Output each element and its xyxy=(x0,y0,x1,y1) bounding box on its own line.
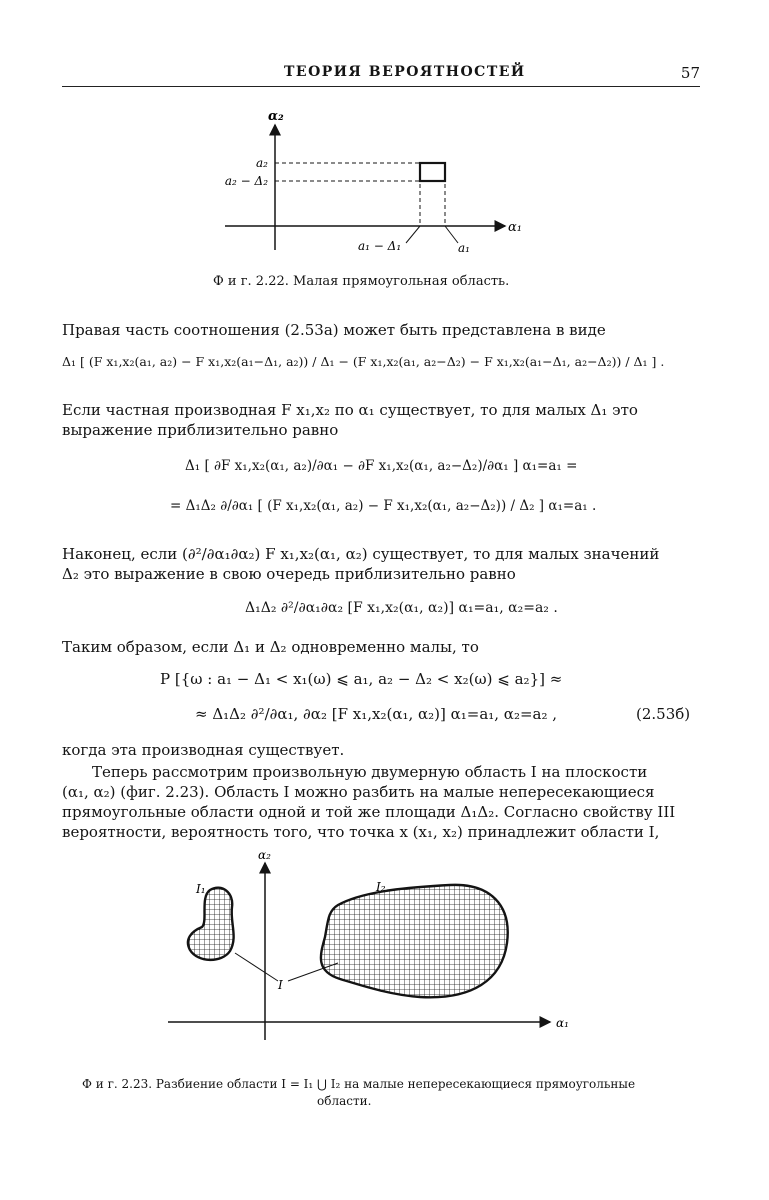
paragraph: прямоугольные области одной и той же площади Δ₁Δ₂. Согласно свойству III xyxy=(62,803,676,821)
figure-region-partition xyxy=(160,845,580,1045)
paragraph: вероятности, вероятность того, что точка x (x₁, x₂) принадлежит области I, xyxy=(62,823,660,841)
equation: P [{ω : a₁ − Δ₁ < x₁(ω) ⩽ a₁, a₂ − Δ₂ < x₂(ω) ⩽ a₂}] ≈ xyxy=(160,670,563,688)
tick-label-a1: a₁ xyxy=(458,241,470,255)
figure-caption: области. xyxy=(317,1094,372,1108)
tick-label-a1-minus-delta1: a₁ − Δ₁ xyxy=(358,239,402,253)
page-header xyxy=(62,64,700,87)
leader-line xyxy=(445,226,458,243)
paragraph: Наконец, если (∂²/∂α₁∂α₂) F x₁,x₂(α₁, α₂) существует, то для малых значений xyxy=(62,545,660,563)
figure-caption: Ф и г. 2.23. Разбиение области I = I₁ ⋃ I₂ на малые непересекающиеся прямоугольные xyxy=(82,1077,636,1091)
figure-small-rectangle xyxy=(200,105,540,265)
paragraph: Правая часть соотношения (2.53а) может быть представлена в виде xyxy=(62,321,606,339)
paragraph: Таким образом, если Δ₁ и Δ₂ одновременно малы, то xyxy=(62,638,479,656)
equation: Δ₁ [ ∂F x₁,x₂(α₁, a₂)/∂α₁ − ∂F x₁,x₂(α₁, a₂−Δ₂)/∂α₁ ] α₁=a₁ = xyxy=(185,458,578,474)
tick-label-a2: a₂ xyxy=(256,156,268,170)
region-i1-label: I₁ xyxy=(196,882,206,896)
running-title: ТЕОРИЯ ВЕРОЯТНОСТЕЙ xyxy=(284,64,526,80)
region-i2 xyxy=(321,885,508,997)
tick-label-a2-minus-delta2: a₂ − Δ₂ xyxy=(224,174,268,188)
leader-line xyxy=(406,226,420,243)
leader-line xyxy=(235,953,278,981)
equation-number: (2.53б) xyxy=(636,705,691,723)
region-i2-label: I₂ xyxy=(376,880,386,894)
x-axis-label: α₁ xyxy=(508,220,522,235)
equation: Δ₁Δ₂ ∂²/∂α₁∂α₂ [F x₁,x₂(α₁, α₂)] α₁=a₁, α₂=a₂ . xyxy=(245,600,558,616)
paragraph: Δ₂ это выражение в свою очередь приблизительно равно xyxy=(62,565,516,583)
small-rectangle xyxy=(420,163,445,181)
paragraph: Если частная производная F x₁,x₂ по α₁ существует, то для малых Δ₁ это xyxy=(62,401,638,419)
figure-caption: Ф и г. 2.22. Малая прямоугольная область. xyxy=(213,274,510,289)
equation: ≈ Δ₁Δ₂ ∂²/∂α₁, ∂α₂ [F x₁,x₂(α₁, α₂)] α₁=a₁, α₂=a₂ , xyxy=(195,705,558,723)
paragraph: когда эта производная существует. xyxy=(62,741,345,759)
x-axis-label: α₁ xyxy=(556,1016,569,1030)
paragraph: выражение приблизительно равно xyxy=(62,421,339,439)
y-axis-label: α₂ xyxy=(258,848,271,862)
equation: = Δ₁Δ₂ ∂/∂α₁ [ (F x₁,x₂(α₁, a₂) − F x₁,x₂(α₁, a₂−Δ₂)) / Δ₂ ] α₁=a₁ . xyxy=(170,498,597,514)
page-number: 57 xyxy=(680,64,700,82)
paragraph: (α₁, α₂) (фиг. 2.23). Область I можно разбить на малые непересекающиеся xyxy=(62,783,655,801)
equation: Δ₁ [ (F x₁,x₂(a₁, a₂) − F x₁,x₂(a₁−Δ₁, a₂)) / Δ₁ − (F x₁,x₂(a₁, a₂−Δ₂) − F x₁,x₂(a₁−Δ₁, a₂−Δ₂)) / Δ₁ ] . xyxy=(62,354,665,369)
region-i1 xyxy=(188,888,234,960)
paragraph: Теперь рассмотрим произвольную двумерную область I на плоскости xyxy=(92,763,648,781)
y-axis-label: α₂ xyxy=(268,109,284,124)
region-i-label: I xyxy=(278,978,283,992)
